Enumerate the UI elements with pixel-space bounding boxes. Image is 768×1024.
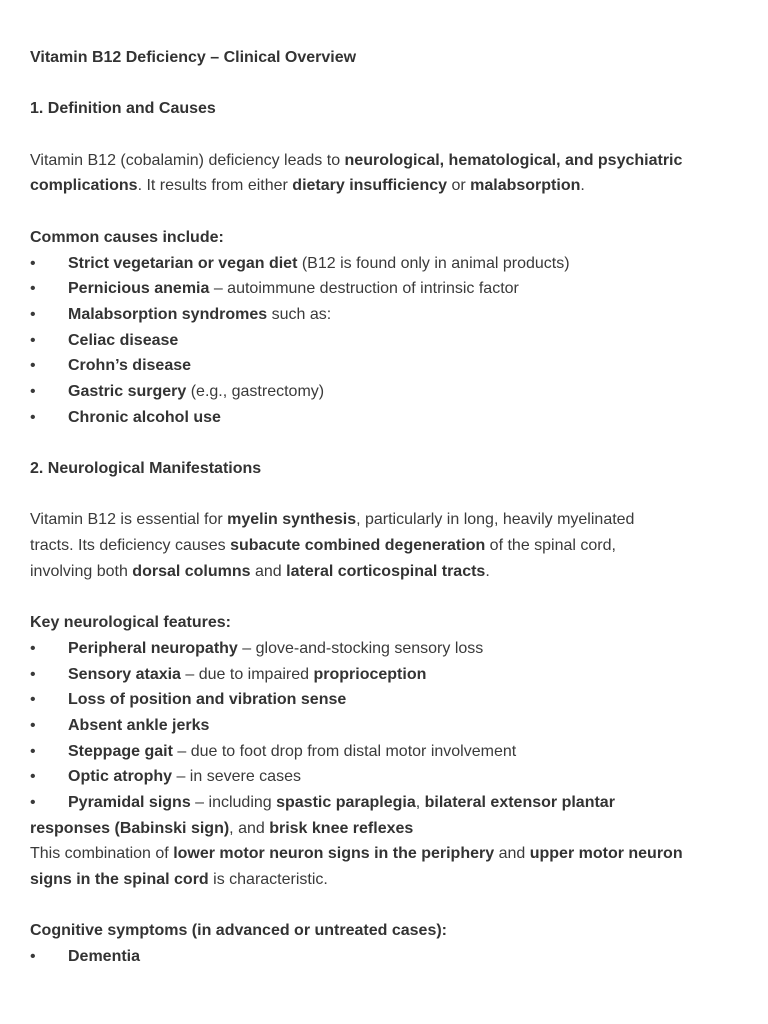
- list-item: • Pyramidal signs – including spastic paraplegia, bilateral extensor plantar: [30, 794, 615, 812]
- list-item-continuation: responses (Babinski sign), and brisk knee reflexes: [30, 819, 414, 837]
- list-item: • Peripheral neuropathy – glove-and-stocking sensory loss: [30, 639, 484, 657]
- list-item: • Strict vegetarian or vegan diet (B12 is found only in animal products): [30, 254, 570, 272]
- section2-paragraph-line2: tracts. Its deficiency causes subacute combined degeneration of the spinal cord,: [30, 537, 616, 555]
- combination-line1: This combination of lower motor neuron signs in the periphery and upper motor neuron: [30, 845, 683, 863]
- list-item: • Optic atrophy – in severe cases: [30, 768, 301, 786]
- document-title: Vitamin B12 Deficiency – Clinical Overview: [30, 49, 357, 66]
- list-item: • Steppage gait – due to foot drop from distal motor involvement: [30, 742, 517, 760]
- list-item: • Pernicious anemia – autoimmune destruction of intrinsic factor: [30, 280, 519, 298]
- list-item: • Gastric surgery (e.g., gastrectomy): [30, 382, 325, 400]
- list-item: • Loss of position and vibration sense: [30, 691, 347, 709]
- causes-heading: Common causes include:: [30, 228, 224, 246]
- section1-paragraph-line2: complications. It results from either dietary insufficiency or malabsorption.: [30, 177, 585, 195]
- section2-heading: 2. Neurological Manifestations: [30, 460, 262, 478]
- list-item: • Sensory ataxia – due to impaired proprioception: [30, 665, 427, 683]
- section1-paragraph-line1: Vitamin B12 (cobalamin) deficiency leads to neurological, hematological, and psychiatric: [30, 151, 683, 169]
- list-item: • Crohn’s disease: [30, 357, 192, 375]
- section2-paragraph-line3: involving both dorsal columns and lateral corticospinal tracts.: [30, 562, 490, 580]
- list-item: • Dementia: [30, 948, 141, 966]
- combination-line2: signs in the spinal cord is characteristic.: [30, 871, 328, 889]
- features-heading: Key neurological features:: [30, 614, 231, 632]
- cognitive-heading: Cognitive symptoms (in advanced or untreated cases):: [30, 922, 447, 940]
- list-item: • Celiac disease: [30, 331, 179, 349]
- section2-paragraph-line1: Vitamin B12 is essential for myelin synthesis, particularly in long, heavily myelinated: [30, 511, 635, 529]
- list-item: • Malabsorption syndromes such as:: [30, 305, 332, 323]
- list-item: • Chronic alcohol use: [30, 408, 221, 426]
- section1-heading: 1. Definition and Causes: [30, 100, 216, 118]
- list-item: • Absent ankle jerks: [30, 716, 210, 734]
